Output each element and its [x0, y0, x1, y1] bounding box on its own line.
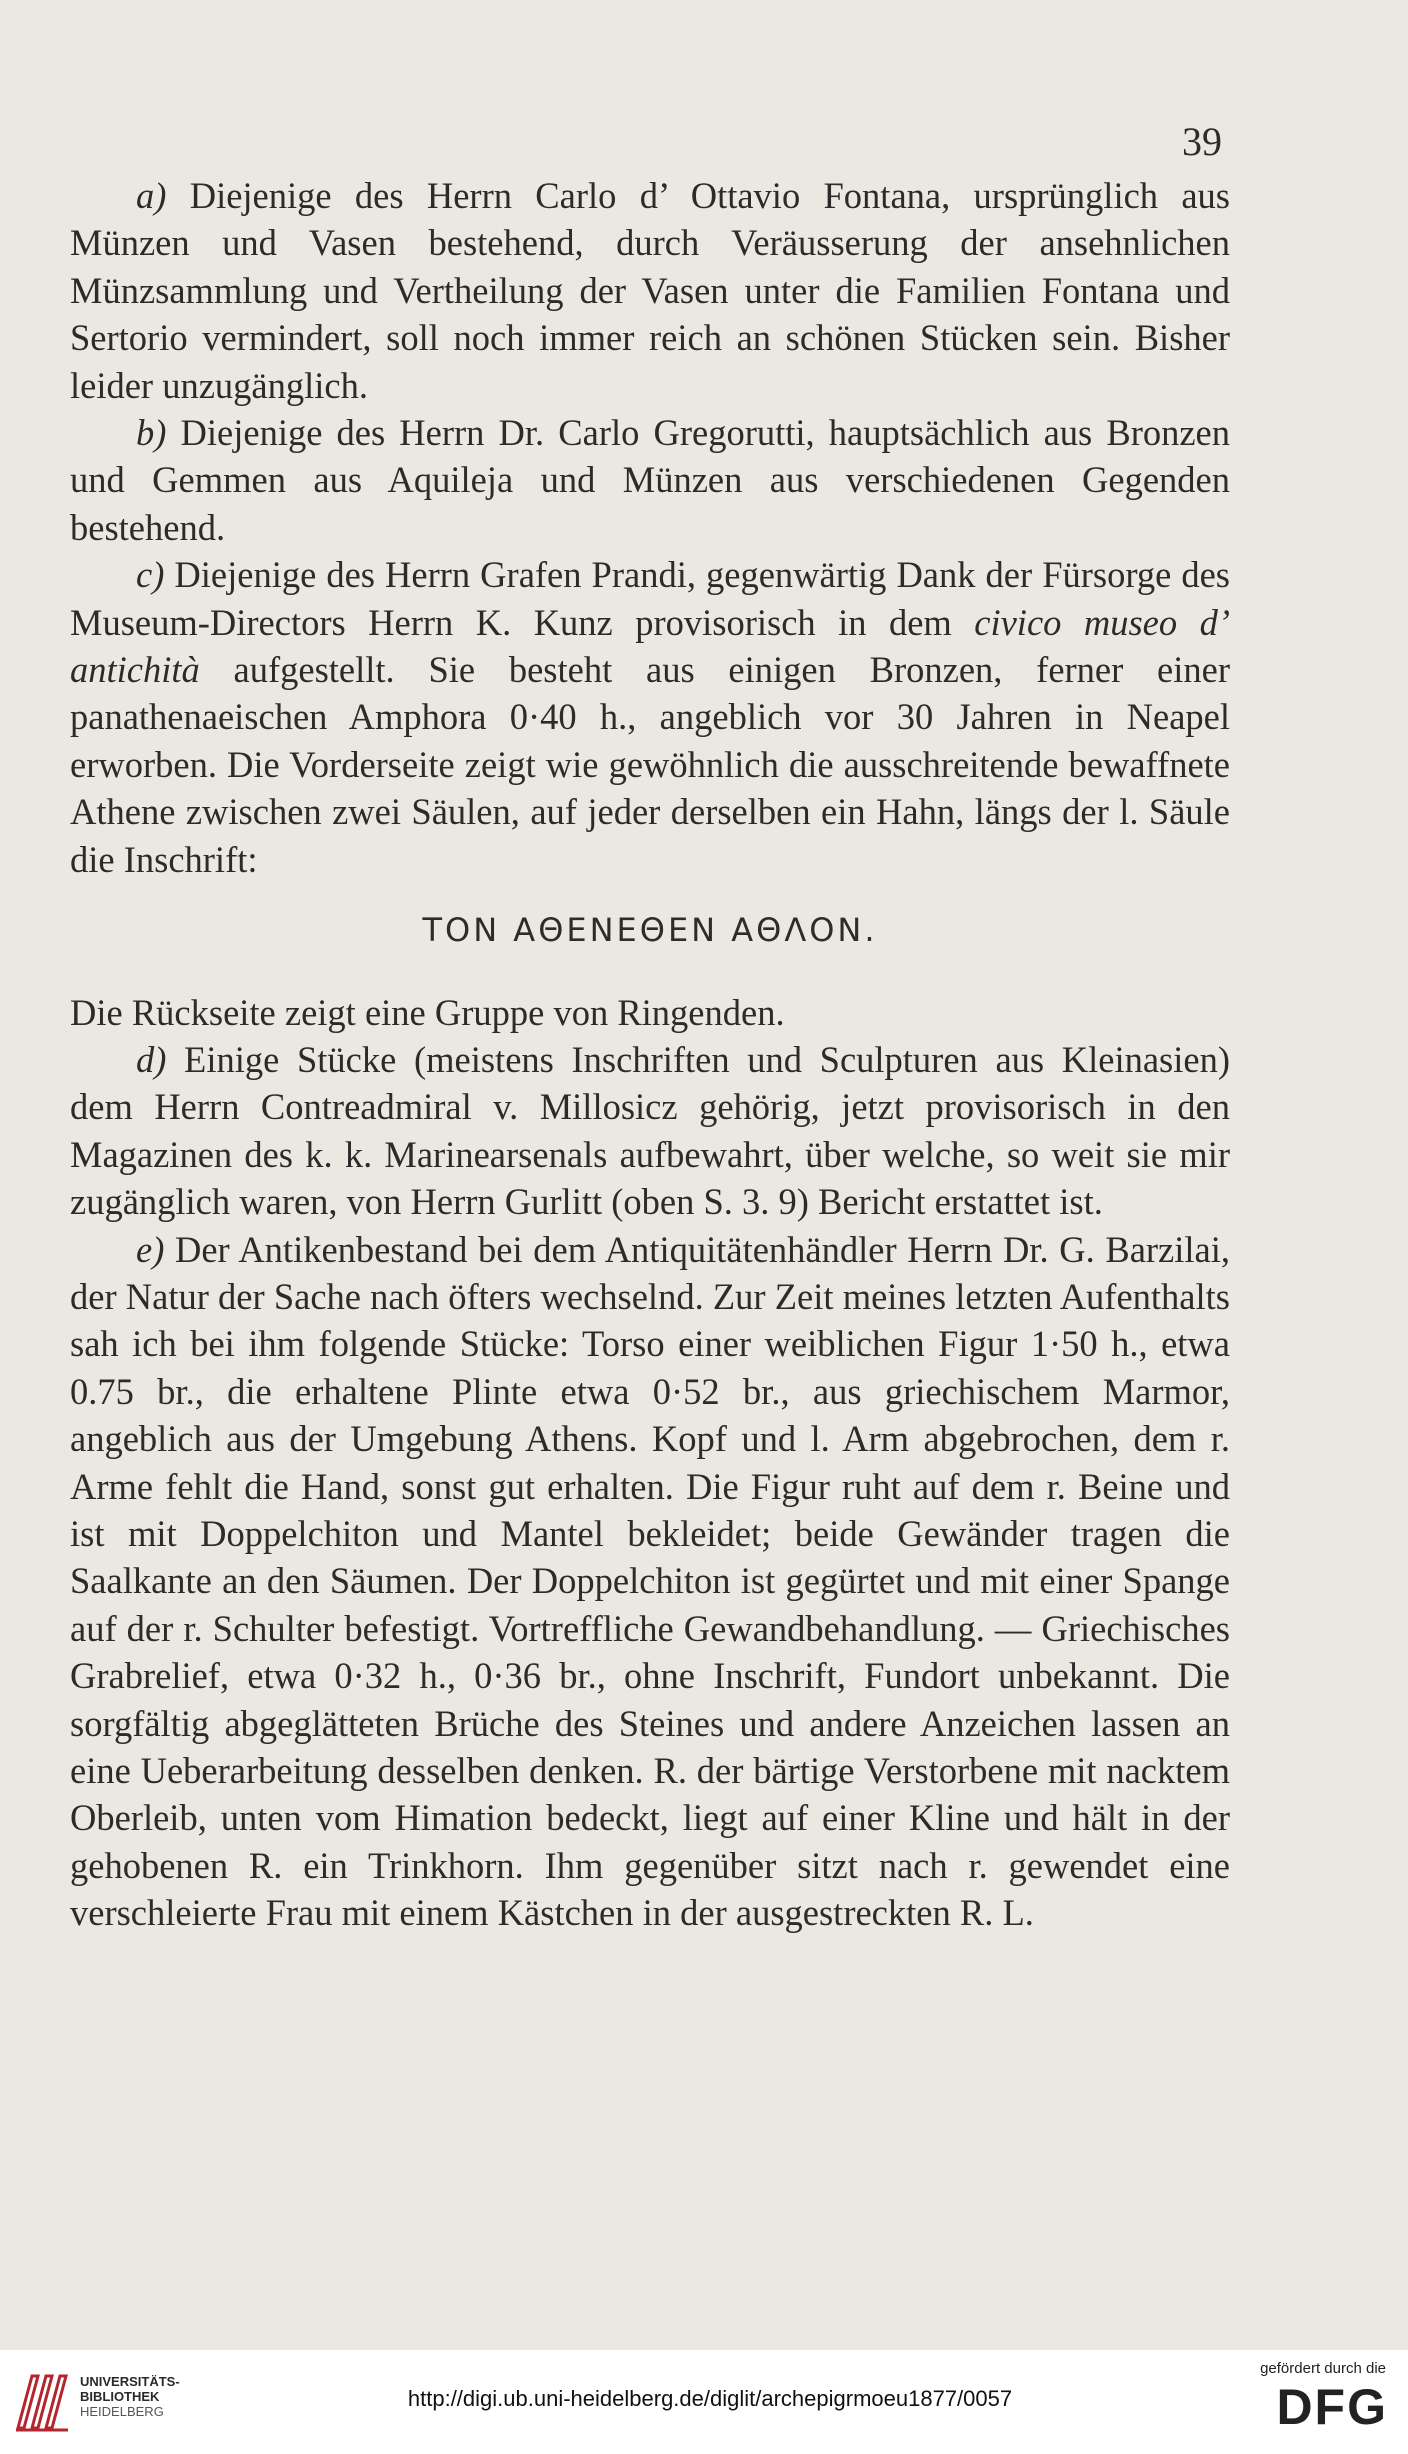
paragraph-text: aufgestellt. Sie besteht aus einigen Bronzen, ferner einer panathenaeischen Amphora 0·40 h., angeblich vor 30 Jahren in Neapel erworben. Die Vorderseite zeigt wie gewöhnlich die ausschreitende bewaffnete Athene zwischen zwei Säulen, auf jeder derselben ein Hahn, längs der l. Säule die Inschrift: — [70, 649, 1230, 880]
paragraph-d — [70, 1036, 1230, 1226]
greek-inscription: ΤΟΝ ΑΘΕΝΕΘΕΝ ΑΘΛΟΝ. — [422, 911, 878, 950]
paragraph-text: Diejenige des Herrn Carlo d’ Ottavio Fontana, ursprünglich aus Münzen und Vasen bestehend, durch Veräusserung der ansehnlichen Münzsammlung und Vertheilung der Vasen unter die Familien Fontana und Sertorio vermindert, soll noch immer reich an schönen Stücken sein. Bisher leider unzugänglich. — [70, 175, 1230, 406]
funded-by-caption: gefördert durch die — [1260, 2360, 1386, 2377]
paragraph-c — [70, 551, 1230, 883]
paragraph-label: e) — [136, 1228, 165, 1270]
library-name — [80, 2374, 180, 2419]
library-line: HEIDELBERG — [80, 2404, 164, 2419]
permalink-url[interactable]: http://digi.ub.uni-heidelberg.de/diglit/archepigrmoeu1877/0057 — [407, 2386, 1013, 2411]
paragraph-reverse: Die Rückseite zeigt eine Gruppe von Ringenden. — [70, 991, 785, 1033]
page-body — [70, 172, 1230, 1937]
paragraph-text: Diejenige des Herrn Grafen Prandi, gegenwärtig Dank der Fürsorge des Museum-Directors Herrn K. Kunz provisorisch in dem — [70, 554, 1230, 643]
paragraph-a — [70, 172, 1230, 409]
library-line: UNIVERSITÄTS- — [80, 2374, 180, 2389]
dfg-logo[interactable]: DFG — [1276, 2379, 1388, 2435]
paragraph-text: Diejenige des Herrn Dr. Carlo Gregorutti, hauptsächlich aus Bronzen und Gemmen aus Aquileja und Münzen aus verschiedenen Gegenden bestehend. — [70, 412, 1230, 548]
paragraph-e — [70, 1226, 1230, 1937]
library-line: BIBLIOTHEK — [80, 2389, 160, 2404]
italic-phrase: civico museo d’ antichità — [70, 601, 1230, 691]
paragraph-text: Der Antikenbestand bei dem Antiquitätenhändler Herrn Dr. G. Barzilai, der Natur der Sache nach öfters wechselnd. Zur Zeit meines letzten Aufenthalts sah ich bei ihm folgende Stücke: Torso einer weiblichen Figur 1·50 h., etwa 0.75 br., die erhaltene Plinte etwa 0·52 br., aus griechischem Marmor, angeblich aus der Umgebung Athens. Kopf und l. Arm abgebrochen, dem r. Arme fehlt die Hand, sonst gut erhalten. Die Figur ruht auf dem r. Beine und ist mit Doppelchiton und Mantel bekleidet; beide Gewänder tragen die Saalkante an den Säumen. Der Doppelchiton ist gegürtet und mit einer Spange auf der r. Schulter befestigt. Vortreffliche Gewandbehandlung. — Griechisches Grabrelief, etwa 0·32 h., 0·36 br., ohne Inschrift, Fundort unbekannt. Die sorgfältig abgeglätteten Brüche des Steines und andere Anzeichen lassen an eine Ueberarbeitung desselben denken. R. der bärtige Verstorbene mit nacktem Oberleib, unten vom Himation bedeckt, liegt auf einer Kline und hält in der gehobenen R. ein Trinkhorn. Ihm gegenüber sitzt nach r. gewendet eine verschleierte Frau mit einem Kästchen in der ausgestreckten R. L. — [70, 1228, 1230, 1934]
paragraph-label: a) — [136, 175, 167, 216]
paragraph-label: c) — [136, 554, 165, 596]
paragraph-text: Einige Stücke (meistens Inschriften und Sculpturen aus Kleinasien) dem Herrn Contreadmiral v. Millosicz gehörig, jetzt provisorisch in den Magazinen des k. k. Marinearsenals aufbewahrt, über welche, so weit sie mir zugänglich waren, von Herrn Gurlitt (oben S. 3. 9) Bericht erstattet ist. — [70, 1038, 1230, 1223]
paragraph-b — [70, 409, 1230, 551]
paragraph-label: d) — [136, 1038, 167, 1080]
page-number: 39 — [1182, 119, 1222, 164]
paragraph-label: b) — [136, 412, 167, 454]
